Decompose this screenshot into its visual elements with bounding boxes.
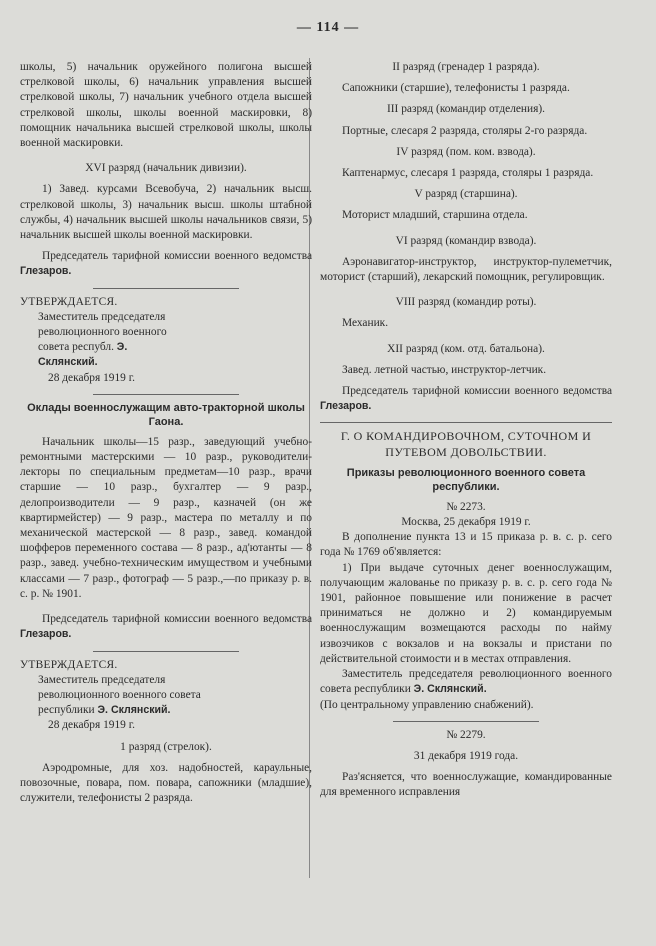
- approval-block: [20, 673, 312, 734]
- rank-heading: VI разряд (командир взвода).: [395, 234, 537, 247]
- paragraph: Аэронавигатор-инструктор, инструктор-пулеметчик, моторист (старший), лекарский помощник, регулировщик.: [320, 255, 612, 284]
- section-heading: Г. О КОМАНДИРОВОЧНОМ, СУТОЧНОМ И ПУТЕВОМ ДОВОЛЬСТВИИ.: [340, 429, 592, 459]
- department-note: (По центральному управлению снабжений).: [320, 698, 534, 711]
- approval-heading: УТВЕРЖДАЕТСЯ.: [20, 295, 118, 308]
- paragraph: Портные, слесаря 2 разряда, столяры 2-го разряда.: [342, 124, 588, 137]
- signature-name: Глезаров.: [320, 400, 372, 413]
- rank-heading: IV разряд (пом. ком. взвода).: [396, 145, 536, 158]
- signature-name: Глезаров.: [20, 265, 72, 278]
- page-number: — 114 —: [296, 20, 360, 35]
- paragraph: Механик.: [342, 317, 389, 330]
- order-date: 31 декабря 1919 года.: [413, 749, 519, 762]
- approval-date: 28 декабря 1919 г.: [48, 719, 135, 732]
- paragraph: Завед. летной частью, инструктор-летчик.: [342, 363, 547, 376]
- divider-line: [93, 651, 239, 652]
- approval-date: 28 декабря 1919 г.: [48, 371, 135, 384]
- order-number: № 2273.: [446, 500, 486, 513]
- paragraph: Моторист младший, старшина отдела.: [342, 209, 528, 222]
- left-column: [20, 60, 312, 806]
- paragraph: 1) При выдаче суточных денег военнослужащим, получающим жалованье по приказу р. в. с. р. сего года № 1901, районное повышение или понижение в расчет приниматься не должно и 2) командируемым военнослужащим возмещаются расходы по найму извозчиков с вокзалов и на вокзалы и пристани по действительной стоимости и в местах отправления.: [320, 561, 612, 665]
- signature-title: Председатель тарифной комиссии военного ведомства: [42, 250, 312, 263]
- rank-heading: V разряд (старшина).: [414, 188, 518, 201]
- order-date: Москва, 25 декабря 1919 г.: [401, 516, 531, 529]
- rank-heading: II разряд (гренадер 1 разряда).: [392, 61, 540, 73]
- approver-name: Э. Склянский.: [38, 341, 128, 369]
- paragraph: школы, 5) начальник оружейного полигона высшей стрелковой школы, 6) начальник управления высшей стрелковой школы, 7) начальник учебного отдела высшей стрелковой школы, школы военной маскировки, 8) помощник начальника высшей стрелковой школы, школы военной маскировки.: [20, 61, 312, 150]
- paragraph: Аэродромные, для хоз. надобностей, караульные, повозочные, повара, пом. повара, сапожники (младшие), служители, телефонисты 2 разряда.: [20, 761, 312, 805]
- paragraph: Каптенармус, слесаря 1 разряда, столяры 1 разряда.: [342, 167, 594, 180]
- rank-heading: XII разряд (ком. отд. батальона).: [387, 342, 545, 355]
- approval-block: [20, 310, 312, 386]
- signature: [320, 667, 612, 697]
- rank-heading: 1 разряд (стрелок).: [120, 740, 212, 753]
- signature-name: Э. Склянский.: [413, 683, 487, 696]
- signature-name: Глезаров.: [20, 628, 72, 641]
- divider-line: [93, 394, 239, 395]
- divider-line: [320, 422, 612, 423]
- divider-line: [93, 288, 239, 289]
- approval-heading: УТВЕРЖДАЕТСЯ.: [20, 658, 118, 671]
- order-number: № 2279.: [446, 728, 486, 741]
- divider-line: [393, 721, 539, 722]
- paragraph: Начальник школы—15 разр., заведующий учебно-ремонтными мастерскими — 10 разр., руководители-лекторы по специальным предметам—10 разр., врачи старшие — 10 разр., бухгалтер — 9 разр., делопроизводители — 9 разр., казначей (он же квартирмейстер) — 9 разр., мастера по металлу и по механической мастерской — 8 разр., завед. командой шофферов переменного состава — 8 разр., ад'ютанты — 8 разр., завед. учебно-техническим имуществом и учебными классами — 7 разр., фотограф — 5 разр.,—по приказу р. в. с. р. № 1901.: [20, 435, 312, 600]
- approver-name: Э. Склянский.: [97, 704, 171, 717]
- approver-title: Заместитель председателя революционного военного совета республ. Э. Склянский.: [38, 310, 167, 369]
- paragraph: Сапожники (старшие), телефонисты 1 разряда.: [342, 82, 570, 95]
- right-column: [320, 60, 612, 801]
- signature-title: Председатель тарифной комиссии военного ведомства: [42, 613, 312, 626]
- signature: [20, 249, 312, 279]
- paragraph: 1) Завед. курсами Всевобуча, 2) начальник высш. стрелковой школы, 3) начальник высш. школы штабной службы, 4) начальник высшей школы начальников связи, 5) начальник высшей школы военной маскировки.: [20, 183, 312, 242]
- signature-title: Председатель тарифной комиссии военного ведомства: [342, 385, 612, 398]
- approver-title: Заместитель председателя революционного военного совета республики Э. Склянский.: [38, 673, 201, 717]
- rank-heading: VIII разряд (командир роты).: [395, 296, 537, 309]
- signature: [20, 612, 312, 642]
- section-title: Оклады военнослужащим авто-тракторной школы Гаона.: [27, 401, 305, 428]
- orders-title: Приказы революционного военного совета республики.: [346, 466, 586, 493]
- rank-heading: III разряд (командир отделения).: [386, 103, 546, 116]
- signature: [320, 384, 612, 414]
- paragraph: Раз'ясняется, что военнослужащие, командированные для временного исправления: [320, 771, 612, 799]
- rank-heading: XVI разряд (начальник дивизии).: [85, 162, 247, 175]
- paragraph: В дополнение пункта 13 и 15 приказа р. в. с. р. сего года № 1769 об'является:: [320, 531, 612, 559]
- signature-title: Заместитель председателя революционного военного совета республики: [320, 668, 612, 696]
